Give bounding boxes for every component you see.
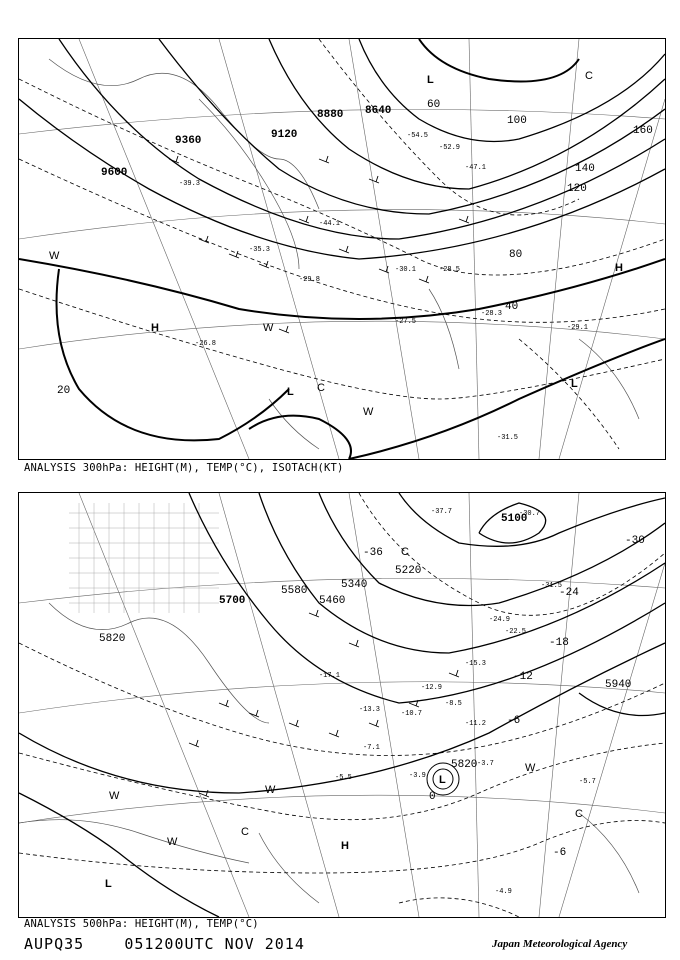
temp-label: -4.9 — [495, 888, 512, 896]
isotach-labels — [57, 99, 653, 397]
temp-label: -39.3 — [179, 180, 201, 188]
temp-label: -8.5 — [445, 700, 462, 708]
height-label: 5820 — [99, 633, 126, 645]
caption-300hpa: ANALYSIS 300hPa: HEIGHT(M), TEMP(°C), ISOTACH(KT) — [24, 462, 344, 474]
low-center: L — [439, 774, 446, 786]
height-label: 5460 — [319, 595, 346, 607]
height-label: 9360 — [175, 135, 202, 147]
map-300hpa — [18, 38, 666, 460]
height-label: 5940 — [605, 679, 632, 691]
high-center: H — [615, 262, 623, 274]
chart-code: AUPQ35 — [24, 935, 85, 953]
temp-label: -35.3 — [249, 246, 271, 254]
cold-center: C — [575, 808, 583, 820]
temp-label: -3.7 — [477, 760, 494, 768]
agency-name: Japan Meteorological Agency — [492, 938, 628, 950]
temp-label: -28.5 — [439, 266, 461, 274]
warm-center: W — [265, 784, 276, 796]
isotherm-label: -30 — [625, 535, 645, 547]
map-300hpa-canvas — [19, 39, 665, 459]
high-center: H — [341, 840, 349, 852]
isotherm-label: -24 — [559, 587, 579, 599]
low-center: L — [287, 386, 294, 398]
temp-label: -5.7 — [579, 778, 596, 786]
isotherm-label: -18 — [549, 637, 569, 649]
height-label: 8880 — [317, 109, 344, 121]
warm-center: W — [363, 406, 374, 418]
cold-center: C — [585, 70, 593, 82]
height-label: 5820 — [451, 759, 478, 771]
isotherm-label: 0 — [429, 791, 436, 803]
wind-barbs — [189, 610, 459, 797]
temp-label: -52.9 — [439, 144, 461, 152]
isotachs — [19, 39, 665, 459]
temp-label: -47.1 — [465, 164, 487, 172]
temp-label: -31.5 — [497, 434, 519, 442]
height-contours — [19, 493, 665, 917]
coastlines — [49, 59, 639, 449]
chart-identifier — [24, 935, 305, 953]
temp-label: -30.7 — [519, 510, 541, 518]
warm-center: W — [263, 322, 274, 334]
low-center: L — [571, 378, 578, 390]
isotach-label: 100 — [507, 115, 527, 127]
temp-label: -3.9 — [409, 772, 426, 780]
isotach-label: 20 — [57, 385, 71, 397]
height-label: 5580 — [281, 585, 308, 597]
warm-center: W — [167, 836, 178, 848]
warm-center: W — [525, 762, 536, 774]
height-label: 8640 — [365, 105, 392, 117]
isotherm-label: -6 — [553, 847, 567, 859]
temp-label: -31.5 — [541, 582, 563, 590]
isotherm-label: -36 — [363, 547, 383, 559]
isotherms — [19, 39, 665, 449]
low-center: L — [427, 74, 434, 86]
temp-label: -7.1 — [363, 744, 380, 752]
temp-label: -54.5 — [407, 132, 429, 140]
coastlines — [19, 603, 639, 903]
height-label: 9600 — [101, 167, 128, 179]
height-label: 9120 — [271, 129, 298, 141]
isotach-label: 140 — [575, 163, 595, 175]
map-500hpa — [18, 492, 666, 918]
isotach-label: 160 — [633, 125, 653, 137]
isotherms — [19, 493, 665, 917]
high-center: H — [151, 322, 159, 334]
graticule — [19, 39, 665, 459]
temp-label: -37.7 — [431, 508, 453, 516]
temp-label: -27.5 — [395, 318, 417, 326]
temp-label: -22.5 — [505, 628, 527, 636]
isotach-label: 80 — [509, 249, 523, 261]
low-center: L — [105, 878, 112, 890]
temp-label: -12.9 — [421, 684, 443, 692]
isotach-label: 120 — [567, 183, 587, 195]
temp-label: -28.3 — [481, 310, 503, 318]
caption-500hpa: ANALYSIS 500hPa: HEIGHT(M), TEMP(°C) — [24, 918, 259, 930]
temp-label: -26.8 — [195, 340, 217, 348]
height-label: 5340 — [341, 579, 368, 591]
isotherm-label: -6 — [507, 715, 521, 727]
temp-label: -13.3 — [359, 706, 381, 714]
temp-label: -24.9 — [489, 616, 511, 624]
temp-label: -11.2 — [465, 720, 487, 728]
cold-center: C — [241, 826, 249, 838]
height-label: 5100 — [501, 513, 528, 525]
cold-center: C — [401, 546, 409, 558]
warm-center: W — [109, 790, 120, 802]
isotach-label: 60 — [427, 99, 441, 111]
temp-label: -15.3 — [465, 660, 487, 668]
valid-time: 051200UTC NOV 2014 — [124, 935, 305, 953]
height-label: 5220 — [395, 565, 422, 577]
isotherm-label: -12 — [513, 671, 533, 683]
temp-label: -17.1 — [319, 672, 341, 680]
temp-label: -29.1 — [567, 324, 589, 332]
temp-label: -44.1 — [319, 220, 341, 228]
temp-label: -30.1 — [395, 266, 417, 274]
height-label: 5700 — [219, 595, 246, 607]
temp-label: -10.7 — [401, 710, 423, 718]
isotach-label: 40 — [505, 301, 519, 313]
temp-label: -5.5 — [335, 774, 352, 782]
warm-center: W — [49, 250, 60, 262]
height-labels — [101, 105, 391, 179]
graticule — [19, 493, 665, 917]
hatched-region — [69, 503, 219, 613]
map-500hpa-canvas — [19, 493, 665, 917]
temp-labels — [319, 508, 596, 896]
cold-center: C — [317, 382, 325, 394]
temp-label: -29.8 — [299, 276, 321, 284]
